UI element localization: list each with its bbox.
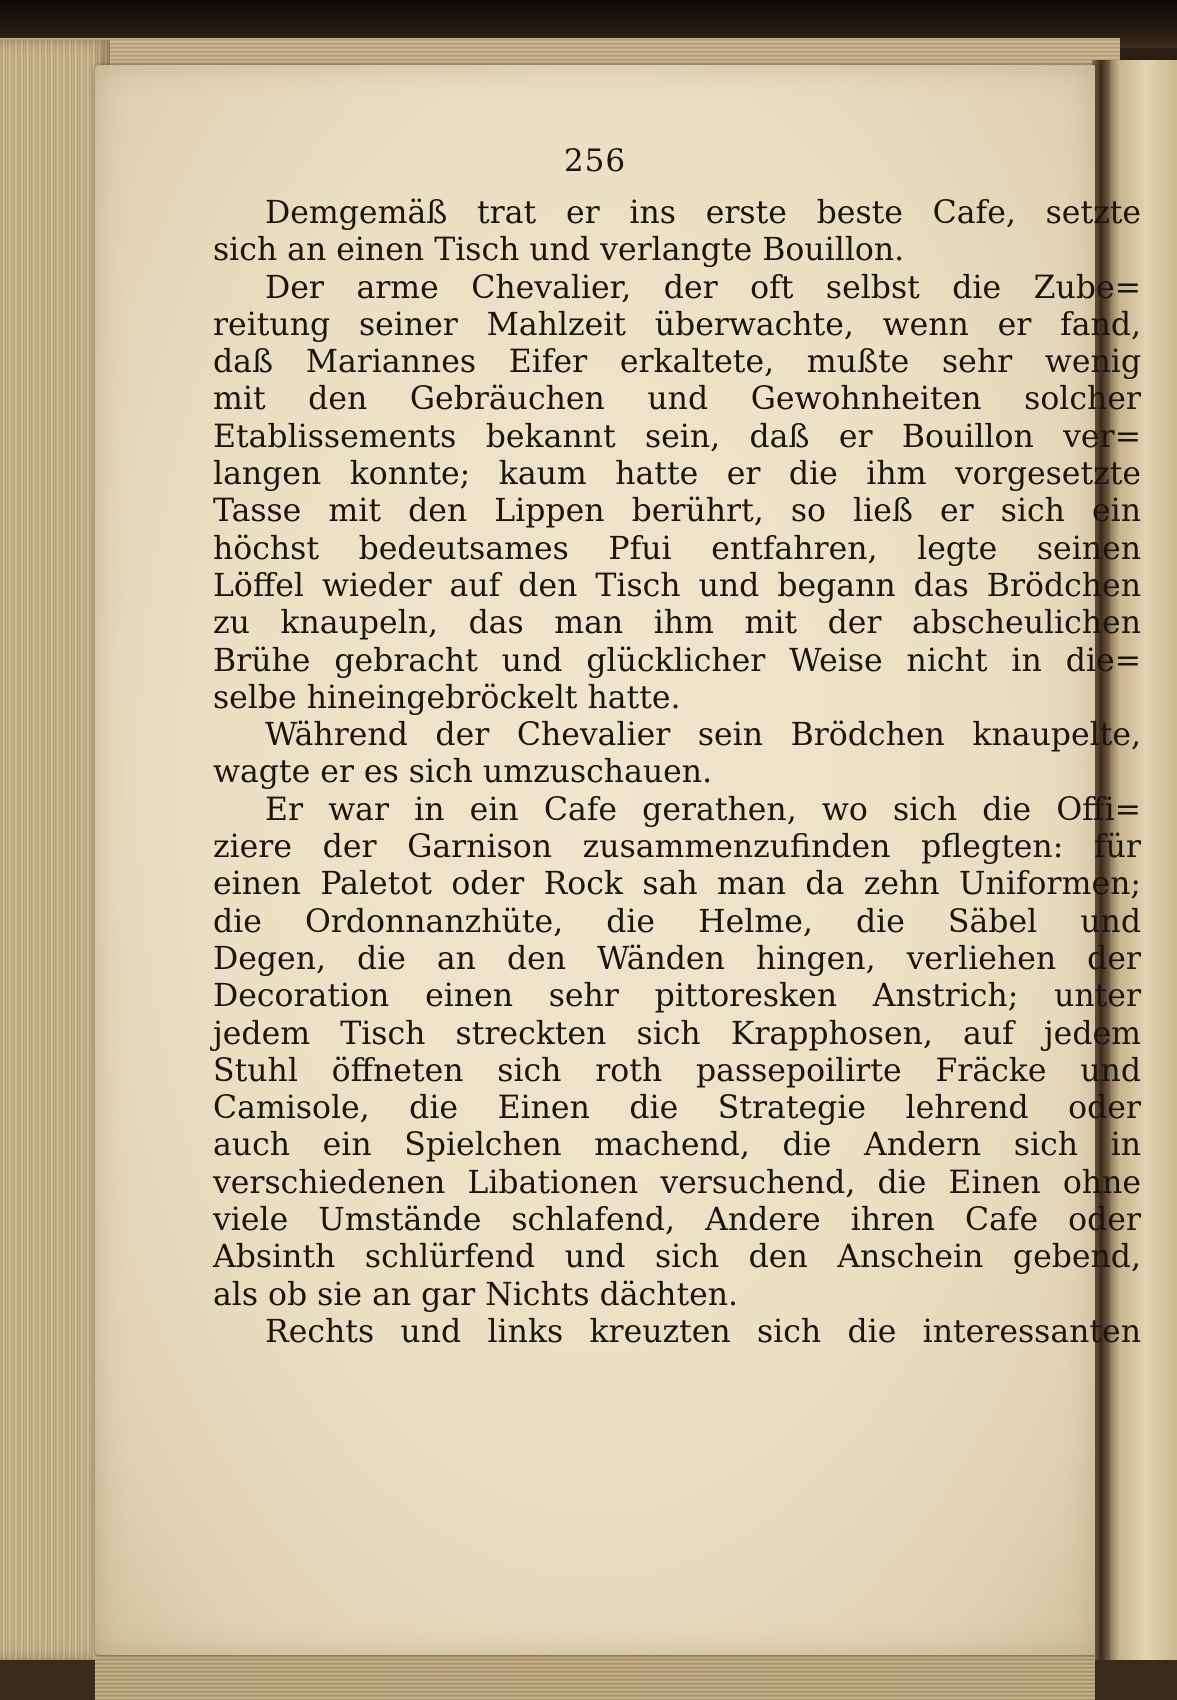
text-line: viele Umstände schlafend, Andere ihren Cafe oder xyxy=(213,1202,1141,1239)
text-line: langen konnte; kaum hatte er die ihm vorgesetzte xyxy=(213,456,1141,493)
text-line: mit den Gebräuchen und Gewohnheiten solcher xyxy=(213,381,1141,418)
page-number: 256 xyxy=(563,143,627,179)
text-line: Rechts und links kreuzten sich die interessanten xyxy=(265,1313,1141,1350)
text-line: als ob sie an gar Nichts dächten. xyxy=(213,1276,739,1313)
text-line: Tasse mit den Lippen berührt, so ließ er sich ein xyxy=(213,493,1141,530)
text-line: auch ein Spielchen machend, die Andern sich in xyxy=(213,1127,1141,1164)
text-line: Löffel wieder auf den Tisch und begann das Brödchen xyxy=(213,567,1141,604)
text-line: jedem Tisch streckten sich Krapphosen, auf jedem xyxy=(213,1015,1141,1052)
text-line: einen Paletot oder Rock sah man da zehn Uniformen; xyxy=(213,866,1141,903)
text-line: Brühe gebracht und glücklicher Weise nicht in die= xyxy=(213,642,1141,679)
text-line: reitung seiner Mahlzeit überwachte, wenn er fand, xyxy=(213,306,1141,343)
text-line: die Ordonnanzhüte, die Helme, die Säbel und xyxy=(213,903,1141,940)
page-text xyxy=(213,195,1141,1351)
text-line: Er war in ein Cafe gerathen, wo sich die Offi= xyxy=(265,791,1141,828)
text-line: Stuhl öffneten sich roth passepoilirte Fräcke und xyxy=(213,1052,1141,1089)
text-line: Degen, die an den Wänden hingen, verliehen der xyxy=(213,940,1141,977)
text-line: daß Mariannes Eifer erkaltete, mußte sehr wenig xyxy=(213,344,1141,381)
text-line: Etablissements bekannt sein, daß er Bouillon ver= xyxy=(213,418,1141,455)
page-stack-bottom-edge xyxy=(95,1650,1095,1700)
book-page xyxy=(95,65,1141,1655)
text-line: Während der Chevalier sein Brödchen knaupelte, xyxy=(265,717,1141,754)
text-line: wagte er es sich umzuschauen. xyxy=(213,754,713,791)
page-stack-left-edge xyxy=(0,40,110,1660)
text-line: ziere der Garnison zusammenzufinden pflegten: für xyxy=(213,829,1141,866)
text-line: Camisole, die Einen die Strategie lehrend oder xyxy=(213,1090,1141,1127)
text-line: Der arme Chevalier, der oft selbst die Zube= xyxy=(265,269,1141,306)
page-stack-top-edge xyxy=(0,38,1120,68)
text-line: Decoration einen sehr pittoresken Anstrich; unter xyxy=(213,978,1141,1015)
text-line: zu knaupeln, das man ihm mit der abscheulichen xyxy=(213,605,1141,642)
text-line: sich an einen Tisch und verlangte Bouillon. xyxy=(213,232,905,269)
text-line: Demgemäß trat er ins erste beste Cafe, setzte xyxy=(265,195,1141,231)
text-line: Absinth schlürfend und sich den Anschein gebend, xyxy=(213,1239,1141,1276)
text-line: selbe hineingebröckelt hatte. xyxy=(213,679,681,716)
text-line: verschiedenen Libationen versuchend, die Einen ohne xyxy=(213,1164,1141,1201)
text-line: höchst bedeutsames Pfui entfahren, legte seinen xyxy=(213,530,1141,567)
